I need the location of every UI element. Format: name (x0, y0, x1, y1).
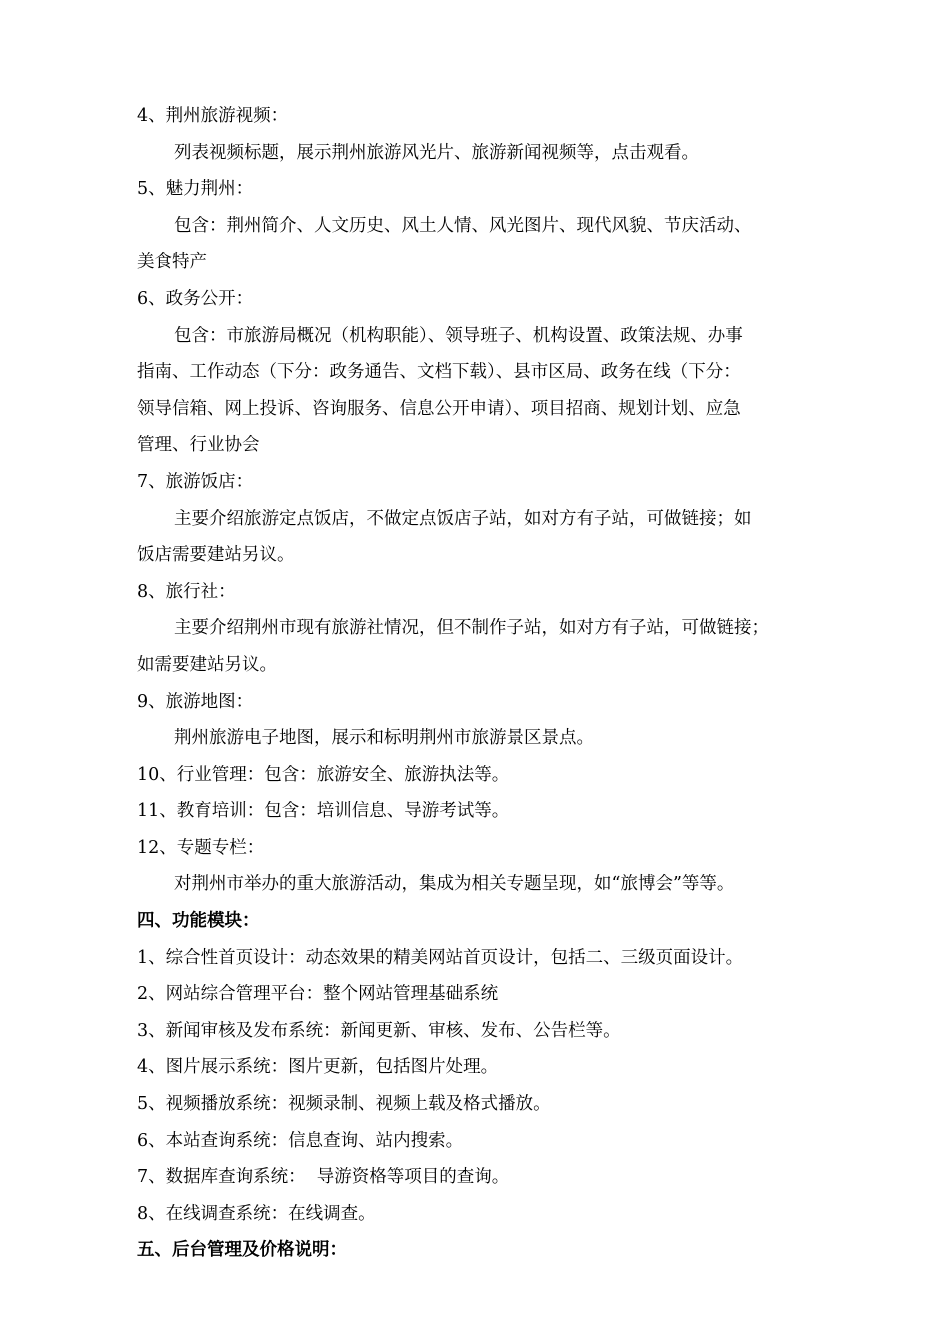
item-6-description-line-1: 包含：市旅游局概况（机构职能）、领导班子、机构设置、政策法规、办事 (174, 325, 743, 346)
module-5: 5、视频播放系统：视频录制、视频上载及格式播放。 (137, 1094, 551, 1115)
item-5-description-line-1: 包含：荆州简介、人文历史、风土人情、风光图片、现代风貌、节庆活动、 (174, 215, 752, 236)
module-6: 6、本站查询系统：信息查询、站内搜索。 (137, 1130, 464, 1151)
item-12-title: 12、专题专栏： (137, 837, 265, 858)
item-7-title: 7、旅游饭店： (137, 471, 254, 492)
item-6-description-line-4: 管理、行业协会 (137, 435, 260, 456)
item-6-title: 6、政务公开： (137, 288, 254, 309)
item-6-description-line-3: 领导信箱、网上投诉、咨询服务、信息公开申请）、项目招商、规划计划、应急 (137, 398, 741, 419)
section-4-heading: 四、功能模块： (137, 911, 260, 932)
item-6-description-line-2: 指南、工作动态（下分：政务通告、文档下载）、县市区局、政务在线（下分： (137, 362, 741, 383)
item-10: 10、行业管理：包含：旅游安全、旅游执法等。 (137, 764, 510, 785)
item-7-description-line-2: 饭店需要建站另议。 (137, 545, 295, 566)
item-8-description-line-1: 主要介绍荆州市现有旅游社情况，但不制作子站，如对方有子站，可做链接； (174, 618, 769, 639)
item-4-title: 4、荆州旅游视频： (137, 106, 289, 126)
document-body (137, 98, 827, 1269)
item-5-description-line-2: 美食特产 (137, 252, 207, 273)
module-4: 4、图片展示系统：图片更新，包括图片处理。 (137, 1057, 499, 1078)
item-9-title: 9、旅游地图： (137, 691, 254, 712)
module-3: 3、新闻审核及发布系统：新闻更新、审核、发布、公告栏等。 (137, 1020, 621, 1041)
section-5-heading: 五、后台管理及价格说明： (137, 1240, 347, 1261)
item-5-title: 5、魅力荆州： (137, 179, 254, 200)
module-1: 1、综合性首页设计：动态效果的精美网站首页设计，包括二、三级页面设计。 (137, 947, 744, 968)
item-8-title: 8、旅行社： (137, 581, 236, 602)
item-12-description: 对荆州市举办的重大旅游活动，集成为相关专题呈现，如“旅博会”等等。 (174, 874, 735, 895)
module-7: 7、数据库查询系统： 导游资格等项目的查询。 (137, 1167, 510, 1188)
item-8-description-line-2: 如需要建站另议。 (137, 654, 277, 675)
item-9-description: 荆州旅游电子地图，展示和标明荆州市旅游景区景点。 (174, 728, 594, 749)
item-4-description: 列表视频标题，展示荆州旅游风光片、旅游新闻视频等，点击观看。 (174, 142, 699, 163)
item-11: 11、教育培训：包含：培训信息、导游考试等。 (137, 801, 510, 822)
module-8: 8、在线调查系统：在线调查。 (137, 1203, 376, 1224)
module-2: 2、网站综合管理平台：整个网站管理基础系统 (137, 984, 499, 1005)
item-7-description-line-1: 主要介绍旅游定点饭店，不做定点饭店子站，如对方有子站，可做链接；如 (174, 508, 752, 529)
